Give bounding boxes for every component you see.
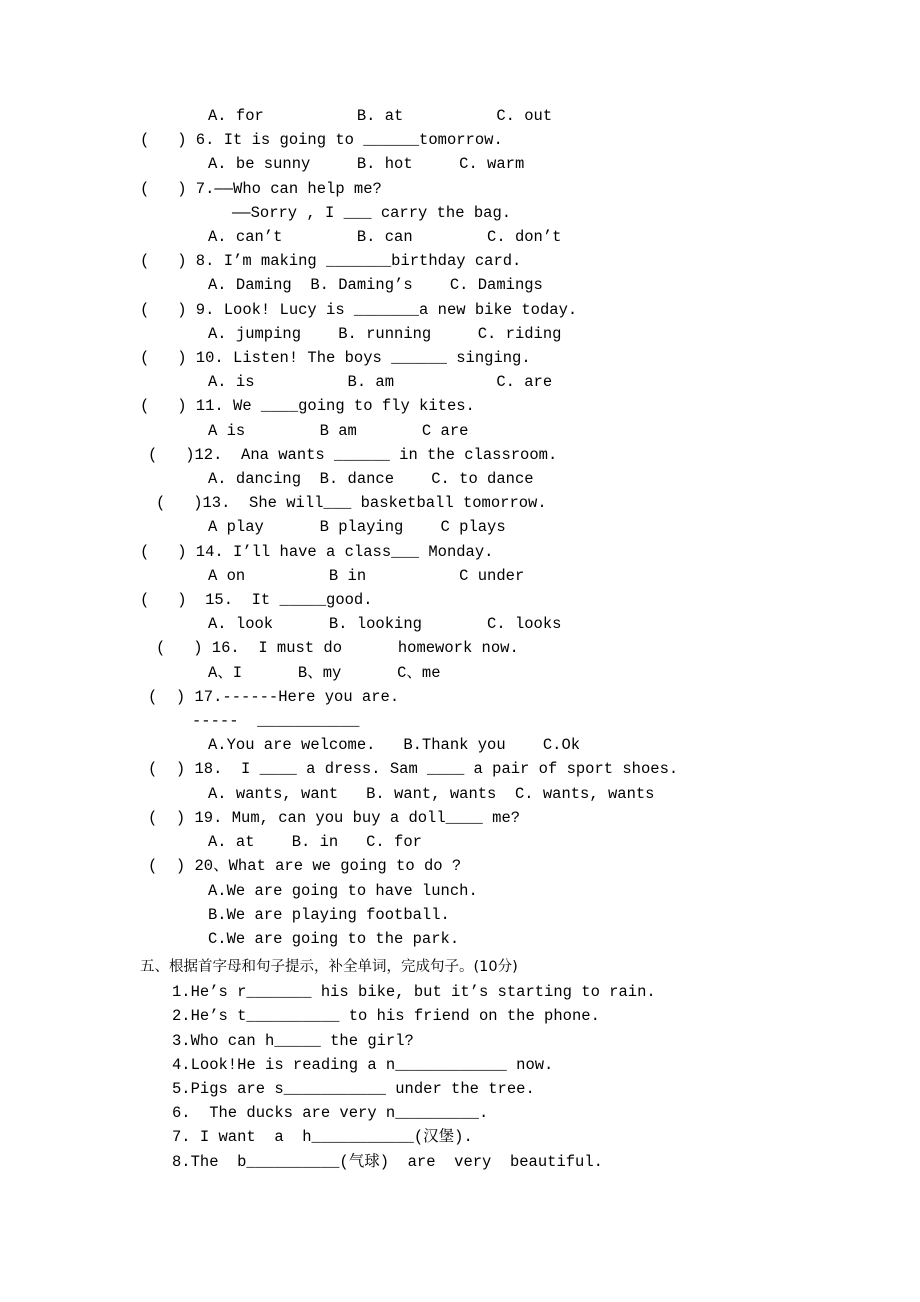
question-item: ( ) 11. We ____going to fly kites. xyxy=(140,397,475,416)
fill-blank-item: 8.The b__________(气球) are very beautiful. xyxy=(172,1152,603,1171)
question-item: ( ) 14. I’ll have a class___ Monday. xyxy=(140,542,494,561)
section-heading-5: 五、根据首字母和句子提示，补全单词，完成句子。(10分) xyxy=(140,959,518,976)
fill-blank-item: 4.Look!He is reading a n____________ now. xyxy=(172,1055,554,1074)
answer-options-row: A.We are going to have lunch. xyxy=(208,881,478,900)
fill-blank-item: 7. I want a h___________(汉堡). xyxy=(172,1128,473,1147)
question-item: ( ) 18. I ____ a dress. Sam ____ a pair of sport shoes. xyxy=(148,760,679,779)
question-item: ( ) 8. I’m making _______birthday card. xyxy=(140,252,522,271)
question-item: ( ) 19. Mum, can you buy a doll____ me? xyxy=(148,808,521,827)
question-item: ( ) 6. It is going to ______tomorrow. xyxy=(140,131,503,150)
answer-options-row: A. is B. am C. are xyxy=(208,373,553,392)
question-item: ( ) 20、What are we going to do ? xyxy=(148,857,462,876)
answer-options-row: A. Daming B. Daming’s C. Damings xyxy=(208,276,543,295)
answer-options-row: B.We are playing football. xyxy=(208,905,450,924)
answer-options-row: C.We are going to the park. xyxy=(208,929,460,948)
fill-blank-item: 2.He’s t__________ to his friend on the phone. xyxy=(172,1007,600,1026)
question-item: ( ) 16. I must do homework now. xyxy=(156,639,519,658)
question-item: ( ) 9. Look! Lucy is _______a new bike today. xyxy=(140,300,578,319)
question-item: ( )12. Ana wants ______ in the classroom. xyxy=(148,445,558,464)
answer-options-row: A. for B. at C. out xyxy=(208,107,553,125)
question-continuation: ----- ___________ xyxy=(192,712,360,731)
answer-options-row: A、I B、my C、me xyxy=(208,663,441,682)
answer-options-row: A. can’t B. can C. don’t xyxy=(208,228,562,247)
fill-blank-item: 6. The ducks are very n_________. xyxy=(172,1104,489,1123)
answer-options-row: A. look B. looking C. looks xyxy=(208,615,562,634)
question-item: ( ) 7.——Who can help me? xyxy=(140,179,382,198)
question-continuation: ——Sorry , I ___ carry the bag. xyxy=(232,203,512,222)
answer-options-row: A. at B. in C. for xyxy=(208,833,422,852)
answer-options-row: A. dancing B. dance C. to dance xyxy=(208,470,534,489)
fill-blank-item: 1.He’s r_______ his bike, but it’s starting to rain. xyxy=(172,983,656,1002)
question-item: ( ) 17.------Here you are. xyxy=(148,687,400,706)
paper-content xyxy=(140,104,840,1174)
answer-options-row: A on B in C under xyxy=(208,566,525,585)
question-item: ( ) 10. Listen! The boys ______ singing. xyxy=(140,349,531,368)
answer-options-row: A.You are welcome. B.Thank you C.Ok xyxy=(208,736,581,755)
answer-options-row: A. jumping B. running C. riding xyxy=(208,324,562,343)
fill-blank-item: 3.Who can h_____ the girl? xyxy=(172,1031,414,1050)
fill-blank-item: 5.Pigs are s___________ under the tree. xyxy=(172,1079,535,1098)
answer-options-row: A. wants, want B. want, wants C. wants, wants xyxy=(208,784,655,803)
answer-options-row: A is B am C are xyxy=(208,421,469,440)
answer-options-row: A play B playing C plays xyxy=(208,518,506,537)
question-item: ( ) 15. It _____good. xyxy=(140,591,373,610)
answer-options-row: A. be sunny B. hot C. warm xyxy=(208,155,525,174)
question-item: ( )13. She will___ basketball tomorrow. xyxy=(156,494,547,513)
